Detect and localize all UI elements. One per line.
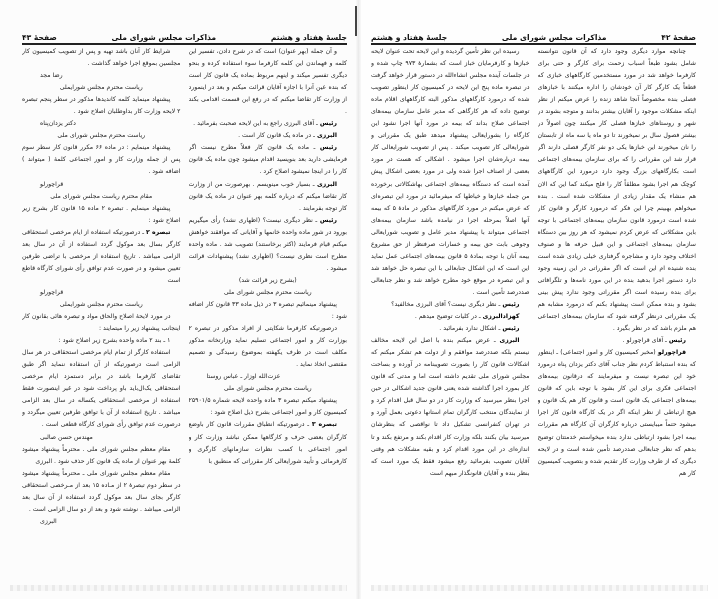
paragraph: پیشنهاد مینماید کلمه کاندیدها مذکور در سطر پنجم تبصره ۲ لایحه وزارت کار بداوطلبان اصلاح شود . [22,96,181,116]
paragraph-heading: (بشرح زیر قرائت شد) [238,276,297,284]
speaker-name: رئیس [319,216,337,224]
paragraph-heading: ریاست محترم مجلس شورای ملی [223,385,312,393]
paragraph-heading: ریاست محترم مجلس شورای ملی [223,288,312,296]
speaker-name: کهزادالبرزی [482,313,520,321]
paragraph: مقام معظم مجلس شورای ملی . محترماً پیشنهاد میشود کلمهٔ بهر عنوان از ماده یک قانون کار حذف شود . البرزی [22,445,181,465]
signature: رضا مجد [40,72,63,80]
column-left [22,46,181,577]
text-columns [371,46,696,577]
signature: مهندس حسن صالبی [40,433,93,441]
paragraph-heading: ریاست محترم مجلس شورای ملی [57,132,146,140]
paragraph: ۱ ـ بند ۲ ماده واحده بشرح زیر اصلاح شود : [58,337,171,345]
paragraph: پیشنهاد مینمایم . تبصره ۲ ماده ۱۵ قانون کار بشرح زیر اصلاح شود : [22,204,181,224]
paragraph-heading: ریاست محترم مجلس شورایملی [59,300,143,308]
scan-artifact [10,585,347,591]
paragraph: تبصره ۳ ـ درصورتیکه انطباق مقررات قانون کار باوضع کارگران بعضی حرف و کارگاهها ممکن نباشد وزارت کار و امور اجتماعی با کسب نظرات سازمانهای کارگری و کارفرمائی و تأیید شورایعالی کار مقرراتی که منطبق با [188,421,347,465]
paragraph: کهزادالبرزی ـ در کلیات توضیح میدهم . [414,313,520,321]
paragraph: رئیس ـ نظر دیگری نیست؟ (اظهاری نشد) رأی میگیریم بورود در شور ماده واحده خانمها و آقایانی که موافقند خواهش میکنم قیام فرمایند (اکثر برخاستند) تصویب شد . ماده واحده مطرح است نظری نیست؟ (اظهاری نشد) پیشنهادات قرائت میشود . [188,216,347,272]
paragraph-heading: ریاست محترم مجلس شورایملی [59,84,143,92]
paragraph: در مورد لایحهٔ اصلاح والحاق مواد و تبصره هائی بقانون کار اینجانب پیشنهاد زیر را میتمایند : [22,313,181,333]
paragraph: چنانچه موارد دیگری وجود دارد که آن قانون نتوانسته شامل بشود طبعاً اسباب زحمت برای کارگر و حتی برای کارفرما خواهد شد در مورد مستخدمین کارگاههای خبازی که قطعاً یک کارگر کار آن خودشان را اداره میکنند با خبازهای فصلی بنده مخصوصاً آنجا شاهد زنده را عرض میکنم از نظر اینکه مشکلات موجود را آقایان بیشتر بدانند و متوجه بشوند در شهر و روستاهای خبازها فصلی کار میکنند چون اصولاً در بیشتر فصول سال بر نمیخورند تا دو ماه یا سه ماه از تابستان را نان میخورند این خبازها یکی دو نفر کارگر فصلی دارند اگر قرار شد این مقرراتی را که برای سازمان بیمه‌های اجتماعی است بکارگاههای بزرگ وجود دارد درمورد این کارگاههای کوچک هم اجرا بشود مطلقاً کار را فلج میکند کما این که الان هم منشاء یک مقدار زیادی از مشکلات شده است . بنده میخواهم بهبینم چرا این فکر که درمورد کارگر و قانون کار شده است درمورد قانون سازمان بیمه‌های اجتماعی با توجه باین مشکلاتی که عرض کردم نمیشود که هر روز بین دستگاه سازمان بیمه‌های اجتماعی و این قبیل حرفه ها و صنوف اختلاف وجود دارد و مشاجره گرفتاری خیلی زیادی شده است بنده شنیده ام این است که اگر مقرراتی در این زمینه وجود دارد دستور اجرا بدهید بنده در این مورد نامه‌ها و تلگرافاتی برای بنده رسیده است اگر مقرراتی وجود ندارد پیش بینی بشود و بنده ممکن است پیشنهاد بکنم که درمورد مشابه هم یک مقرراتی درنظر گرفته شود که سازمان بیمه‌های اجتماعی هم ملزم باشد که در نظر بگیرد . [537,48,696,333]
text-columns [22,46,347,577]
signature: عزت‌الله اوزار ـ عباس روستا [206,373,281,381]
speaker-name: رئیس [319,120,337,128]
session-title: جلسهٔ هفتاد و هشتم [270,33,347,42]
speaker-name: قراچورلو [657,349,686,357]
paragraph: پیشنهاد مینمایم : در ماده ۶۶ مکرر قانون کار سطر سوم پس از جمله وزارت کار و امور اجتماعی کلمهٔ ( میتواند ) اضافه شود . [22,144,181,176]
paragraph: شرایط کار آنان باشد تهیه و پس از تصویب کمیسیون کار مجلسین بموقع اجرا خواهد گذاشت . [22,48,181,68]
speaker-name: البرزی [316,132,337,140]
speaker-name: تبصره ۳ [311,421,337,429]
paragraph: استفاده کارگر از تمام ایام مرخصی استحقاقی در هر سال الزامی است درصورتیکه از آن استفاده ننماید اگر طبق تقاضای کارفرما باشد در برابر دستمزد ایام مرخصی استحقاقی یک‌ال‌باید باو پرداخت شود در غیر اینصورت فقط استفاده از مرخصی استحقاقی یکساله در سال بعد الزامی میباشد . تاریخ استفاده از آن با توافق طرفین تعیین میگردد و درصورت عدم توافق رأی شورای کارگاه قطعی است . [22,349,181,429]
page-number: صفحهٔ ۴۳ [22,33,57,42]
paragraph: پیشنهاد مینمائیم تبصره ۳ در ذیل ماده ۳۳ قانون کار اضافه شود : [188,300,347,321]
paragraph: پیشنهاد میکنم تبصره ۳ ماده واحده لایحه شماره ۲۵۹۰۱/۵ کمیسیون کار و امور اجتماعی بشرح ذیل اصلاح شود : [188,397,347,417]
signature: قراچورلو [40,288,64,296]
page-header [22,28,347,45]
speaker-name: رئیس [668,337,686,345]
paragraph: البرزی ـ بسیار خوب مینویسم . بهرصورت من از وزارت کار تقاضا میکنم که درباره کلمه بهر عنوان در ماده یک قانون کار توجه بفرمایند . [188,180,347,212]
speaker-name: رئیس [502,325,520,333]
speaker-name: رئیس [319,144,337,152]
signature: قراچورلو [40,180,64,188]
paragraph: رسیده این نظر تأمین گردیده و این لایحه تحت عنوان لایحه خبازها و کارفرمایان خباز است که بشمارهٔ ۹۷۳ چاپ شده و در جلسات آینده مجلس انشاءالله در دستور قرار خواهد گرفت در تبصره ماده پنج این لایحه در کمیسیون کار اینطور تصویب شده که درمورد کارگاههای مذکور البته کارگاههای اقلام ماده توضیح داده که هر کارگاهی که مدیر عامل سازمان بیمه‌های اجتماعی صلاح بداند که بیمه در مورد آنها اجرا نشود این کارگاه را بشورایعالی پیشنهاد میدهد طبق یک مقرراتی و شورایعالی کار تصویب میکند . پس از تصویب شورایعالی کار بیمه درباره‌شان اجرا میشود . اشکالی که هست در مورد بعضی از اصناف اجرا شده ولی در مورد بعضی اشکال پیش آمده است که دستگاه بیمه‌های اجتماعی بهاشکالاتی برخورده من جمله خبازها و خیاطها که میفرمائید در مورد این تبصره‌ای که عرض میکنم در مورد کارگاههای مذکور در مادهٔ ۵ که بیمه آنها اصلاً بمرحله اجرا در نیامده باشد سازمان بیمه‌های اجتماعی میتواند با پیشنهاد مدیر عامل و تصویب شورایعالی وجوهی بابت حق بیمه و خسارات صرفنظر از حق مشروع بیمه آنان با توجه بمادهٔ ۵ قانون بیمه‌های اجتماعی عمل نماید این است که این اشکال جنابعالی با این تبصره حل خواهد شد و این تبصره در موقع خود مطرح خواهد شد و نظر جنابعالی صددرصد تأمین است . [371,48,530,296]
column-right [538,46,697,577]
paragraph: رئیس ـ آقای قراچورلو . [622,337,686,345]
page-43 [0,0,357,599]
page-42 [361,0,718,599]
paragraph: و آن جمله (بهر عنوان) است که در شرح دادن، تفسیر این کلمه و فهماندن این کلمه کارفرما سوء استفاده کرده و بنحو دیگری تفسیر میکند و اینهم مربوط بماده یک قانون کار است که بنده عین آنرا با اجازه آقایان قرائت میکنم و بعد در اینمورد از وزارت کار تقاضا میکنم که در رفع این قسمت اقدامی بکند . [188,48,347,116]
paragraph-heading: مقام محترم ریاست مجلس شورای ملی [50,192,153,200]
signature: البرزی [40,517,57,525]
paragraph: رئیس ـ ماده یک قانون کار فعلاً مطرح نیست اگر فرمایشی دارید بعد بنویسید اقدام میشود چون ماده یک قانون کار را در اینجا نمیشود اصلاح کرد . [188,144,347,176]
paragraph: قراچورلو (مخبر کمیسیون کار و امور اجتماعی) ـ اینطور که بنده استنباط کردم نظر جناب آقای دکتر یزدان پناه درمورد خود این تبصره نیست و میفرمایند که درقانون بیمه‌های اجتماعی فکری برای این کار بشود با توجه باین که قانون بیمه‌های اجتماعی یک قانون است و قانون کار هم یک قانون و هیچ ارتباطی از نظر اینکه اگر در یک کارگاه قانون کار اجرا میشود حتماً میبایستی درباره کارگران آن کارگاه هم مقررات بیمه اجرا بشود ارتباطی ندارد بنده میخواستم خدمتتان توضیح بدهم که نظر جنابعالی صددرصد تأمین شده است و در لایحه دیگری که از طرف وزارت کار تقدیم شده و بتصویب کمیسیون کار هم [537,349,696,477]
signature: دکتر یزدان‌پناه [40,120,76,128]
speaker-name: تبصره ۲ [146,228,171,236]
column-right [189,46,348,577]
binding-mark [355,6,357,36]
page-number: صفحهٔ ۴۲ [661,33,696,42]
publication-title: مذاکرات مجلس شورای ملی [111,33,217,42]
paragraph: البرزی ـ در ماده یک قانون کار است . [238,132,337,140]
session-title: جلسهٔ هفتاد و هشتم [371,33,448,42]
paragraph: مقام معظم مجلس شورای ملی ـ محترماً پیشنهاد میشود در سطر دوم تبصرهٔ ۲ از مـاده ۱۵ بعد از مـرخصی استحقاقی کارگر بجای سال بعد موکول گردد استفاده از آن سال بعد الزامی میباشد . نوشته شود و بعد از دو سال الزامی است . [22,469,181,513]
page-header [371,28,696,45]
paragraph: رئیس ـ آقای البرزی راجع به این لایحه صحبت بفرمائید . [193,120,337,128]
scan-artifact [371,585,708,591]
speaker-name: البرزی [316,180,337,188]
column-left [371,46,530,577]
paragraph: رئیس ـ اشکال ندارد بفرمائید . [439,325,520,333]
speaker-name: البرزی [499,337,520,345]
paragraph: البرزی ـ عرض میکنم بنده با اصل این لایحه مخالف نیستم بلکه صددرصد موافقم و از دولت هم تشکر میکنم که اشکالات قانون کار را بصورت تصویبنامه در آورده و بساحت مجلس شورای ملی تقدیم داشته است اما و مدتی که قانون کار بمورد اجرا گذاشته شده یعنی قانون جدید اشکالی در حین اجرا بنظر میرسید که وزارت کار در دو سال قبل اقدام کرد و از نمایندگان منتخب کارگران تمام استانها دعوتی بعمل آورد و در تهران کنفرانسی تشکیل داد تا نواقصی که بنظرشان میرسید بیان بکنند بلکه وزارت کار اقدام بکند و مرتفع بکند و تا اندازه‌ای در این مورد اقدام کرد و بقیه مشکلات هم وقتی آقایان تصویب بفرمائید رفع میشود فقط یک مورد است که بنظر بنده و آقایان قانونگذار مبهم است [371,337,530,477]
paragraph: رئیس ـ نظر دیگری نیست؟ آقای البرزی مخالفید؟ [391,300,520,308]
speaker-name: رئیس [502,300,520,308]
paragraph: تبصره ۲ ـ درصورتیکه استفاده از ایام مرخصی استحقاقی کارگر بسال بعد موکول گردد استفاده از آن در سال بعد الزامی میباشد . تاریخ استفاده از مرخصی با تراضی طرفین تعیین میشود و در صورت عدم توافق رأی شورای کارگاه قاطع است [22,228,181,284]
paragraph: درصورتیکه کارفرما شکایتی از افراد مذکور در تبصره ۲ بوزارت کار و امور اجتماعی تسلیم نماید وزارتخانه مذکور مکلف است در ظرف یکهفته بموضوع رسیدگی و تصمیم مقتضی اتخاذ نماید . [188,325,347,369]
publication-title: مذاکرات مجلس شورای ملی [501,33,607,42]
